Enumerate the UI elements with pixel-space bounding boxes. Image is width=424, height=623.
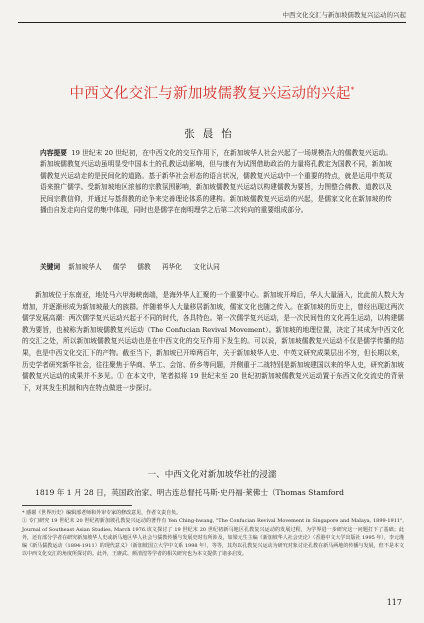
keyword: 文化认同 bbox=[193, 263, 220, 271]
footnote-rule bbox=[22, 505, 132, 506]
keyword: 再华化 bbox=[161, 263, 182, 271]
page-number: 117 bbox=[386, 598, 402, 607]
title-text: 中西文化交汇与新加坡儒教复兴运动的兴起 bbox=[69, 86, 351, 102]
title-footnote-mark: * bbox=[350, 86, 355, 95]
abstract-text: 19 世纪末 20 世纪初，在中西文化的交互作用下，在新加坡华人社会兴起了一场规模浩大的儒教复兴运动。新加坡儒教复兴运动虽明显受中国本土的孔教运动影响，但与康有为试图借助政治的力量将孔教定为国教不同，新加坡儒教复兴运动走的是民间化的道路。基于新华社会形态的语言状况，儒教复兴运动中一个重要的特点，就是运用中英双语来推广儒学。受新加坡地区浓郁的宗教氛围影响，新加坡儒教复兴运动以构建儒教为要旨，力图整合佛教、道教以及民间宗教信仰，并通过与基督教的论争来完善理论体系的建构。新加坡儒教复兴运动的兴起，是儒家文化在新加坡的传播由自发走向自觉的集中体现，同时也是儒学在南明理学之后第二次转向的重要组成部分。 bbox=[40, 149, 392, 215]
body-paragraph: 新加坡位于东南亚，地处马六甲海峡南端，是海外华人汇聚的一个重要中心。新加坡开埠后，华人大量涌入，比此前人数大为增加，并逐渐形成为新加坡最大的族群。伴随着华人大量移居新加坡，儒家文化也随之传入。在新加坡的历史上，曾经出现过两次儒学发展高潮：两次儒学复兴运动兴起于不同的时代，各具特色。第一次儒学复兴运动，是一次民间性的文化再生运动，以构建儒教为要旨，也被称为新加坡儒教复兴运动（The Confucian Revival Movement）。新加坡的地理位置，决定了其成为中西文化的交汇之处，所以新加坡儒教复兴运动也是在中西文化的交互作用下发生的。可以说，新加坡儒教复兴运动不仅是儒学传播的结果，也是中西文化交汇下的产物。截至当下，新加坡已开埠两百年，关于新加坡华人史、中英文研究成果层出不穷，但长期以来，历史学者研究新华社会，往往聚焦于华商、华工、会馆、侨乡等问题，并侧重于二战特别是新加坡建国以来的华人史，研究新加坡儒教复兴运动的成果并不多见。① 在本文中，笔者拟将 19 世纪末至 20 世纪初新加坡儒教复兴运动置于东西文化交流史的背景下，对其发生机制和内在特点做进一步探讨。 bbox=[22, 291, 404, 392]
keywords bbox=[40, 261, 392, 271]
abstract-label: 内容提要 bbox=[40, 149, 68, 157]
footnotes bbox=[22, 509, 404, 559]
keyword: 儒教 bbox=[137, 263, 151, 271]
running-head: 中西文化交汇与新加坡儒教复兴运动的兴起 bbox=[282, 11, 406, 19]
author-name: 张晨怡 bbox=[184, 128, 240, 140]
footnote-star: * 感谢《世界历史》编辑部老师和外审专家的修改意见，作者文责自负。 bbox=[22, 510, 182, 516]
section-heading: 一、中西文化对新加坡华社的浸濡 bbox=[147, 470, 277, 480]
section-paragraph: 1819 年 1 月 28 日，英国政治家、明古连总督托马斯·史丹福·莱佛士（Thomas Stamford bbox=[35, 488, 344, 497]
footnote-1: ① 专门研究 19 世纪末 20 世纪初新加坡孔教复兴运动的著作有 Yen Ching-hwang, "The Confucian Revival Movement in Singapore and Malaya, 1899-1911", Journal of Southeast Asian Studies, March 1976.该文探讨了 19 世纪末 20 世纪初新马地区孔教复兴运动的发展过程，为学界进一步研究这一问题打下了基础；此外，还有部分学者在研究新加坡华人史或新马地区华人社会与儒教传播与发展史时有所涉及，如梁元生主编《新加坡华人社会史论》（香港中文大学出版社 1995 年），李元瑾编《新马儒教运动（1894-1911）的现代意义》（新加坡国立大学中文系 1998 年），等等，其均以孔教复兴运动为研究对象讨论孔教在新马两地的传播与发展，但不是本文以中西文化交汇的角度所探讨的。此外，王赓武、颜清湟等学者的相关研究也为本文提供了诸多启发。 bbox=[22, 518, 404, 558]
abstract bbox=[40, 148, 392, 216]
header-rule bbox=[18, 22, 406, 23]
article-title bbox=[0, 82, 424, 103]
keyword: 新加坡华人 bbox=[68, 263, 102, 271]
keyword: 儒学 bbox=[112, 263, 127, 271]
keywords-label: 关键词 bbox=[40, 263, 61, 271]
